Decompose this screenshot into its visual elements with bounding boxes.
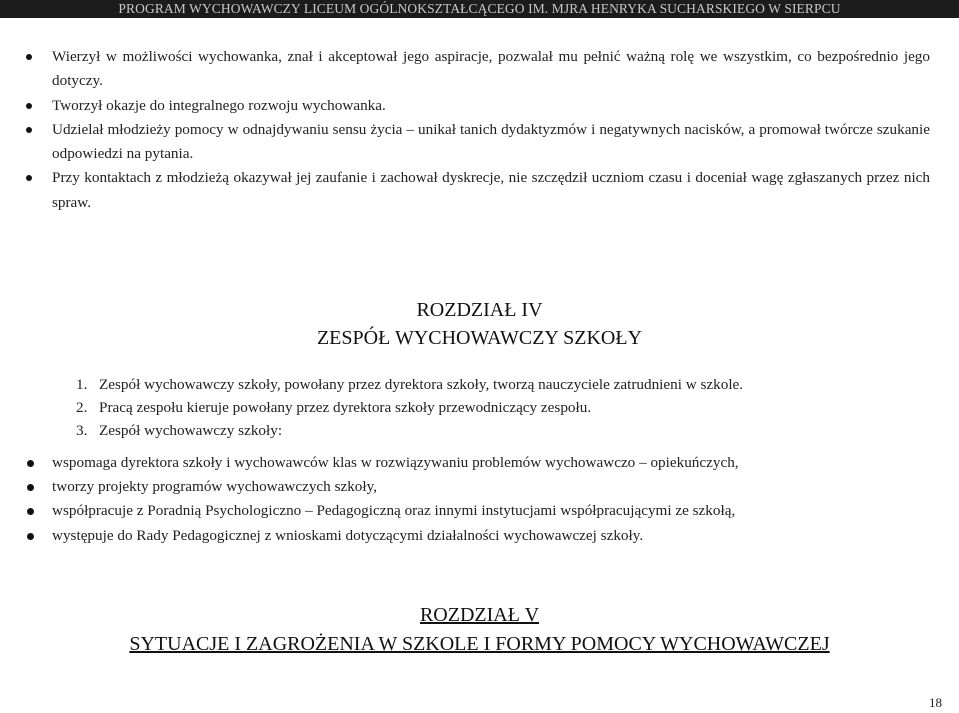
list-item: Wierzył w możliwości wychowanka, znał i akceptował jego aspiracje, pozwalał mu pełnić ważną rolę we wszystkim, co bezpośrednio jego dotyczy. bbox=[52, 45, 930, 94]
list-item: Przy kontaktach z młodzieżą okazywał jej zaufanie i zachował dyskrecje, nie szczędził uczniom czasu i doceniał wagę zgłaszanych przez nich spraw. bbox=[52, 166, 930, 215]
chapter-4-number: ROZDZIAŁ IV bbox=[416, 299, 543, 321]
list-item: współpracuje z Poradnią Psychologiczno – Pedagogiczną oraz innymi instytucjami współpracującymi ze szkołą, bbox=[52, 499, 932, 523]
numbered-item bbox=[76, 397, 936, 420]
chapter-4-title: ZESPÓŁ WYCHOWAWCZY SZKOŁY bbox=[316, 327, 643, 349]
item-number: 2. bbox=[76, 398, 88, 416]
team-duties-list bbox=[52, 451, 932, 548]
chapter-5-title: SYTUACJE I ZAGROŻENIA W SZKOLE I FORMY POMOCY WYCHOWAWCZEJ bbox=[129, 633, 830, 655]
numbered-item bbox=[76, 420, 936, 443]
item-number: 3. bbox=[76, 421, 88, 439]
numbered-item bbox=[76, 374, 936, 397]
numbered-list bbox=[76, 374, 936, 442]
list-item: tworzy projekty programów wychowawczych szkoły, bbox=[52, 475, 932, 499]
page-number: 18 bbox=[929, 695, 942, 710]
list-item: występuje do Rady Pedagogicznej z wnioskami dotyczącymi działalności wychowawczej szkoły. bbox=[52, 524, 932, 548]
list-item: Tworzył okazje do integralnego rozwoju wychowanka. bbox=[52, 94, 930, 118]
item-text: Zespół wychowawczy szkoły: bbox=[99, 421, 283, 439]
intro-bullet-list bbox=[52, 45, 930, 215]
chapter-5-number: ROZDZIAŁ V bbox=[419, 604, 540, 626]
item-text: Zespół wychowawczy szkoły, powołany przez dyrektora szkoły, tworzą nauczyciele zatrudnieni w szkole. bbox=[99, 376, 744, 393]
item-text: Pracą zespołu kieruje powołany przez dyrektora szkoły przewodniczący zespołu. bbox=[99, 398, 592, 416]
item-number: 1. bbox=[76, 376, 88, 393]
running-header: PROGRAM WYCHOWAWCZY LICEUM OGÓLNOKSZTAŁCĄCEGO IM. MJRA HENRYKA SUCHARSKIEGO W SIERPCU bbox=[0, 0, 959, 18]
list-item: Udzielał młodzieży pomocy w odnajdywaniu sensu życia – unikał tanich dydaktyzmów i negatywnych nacisków, a promował twórcze szukanie odpowiedzi na pytania. bbox=[52, 118, 930, 167]
list-item: wspomaga dyrektora szkoły i wychowawców klas w rozwiązywaniu problemów wychowawczo – opiekuńczych, bbox=[52, 451, 932, 475]
